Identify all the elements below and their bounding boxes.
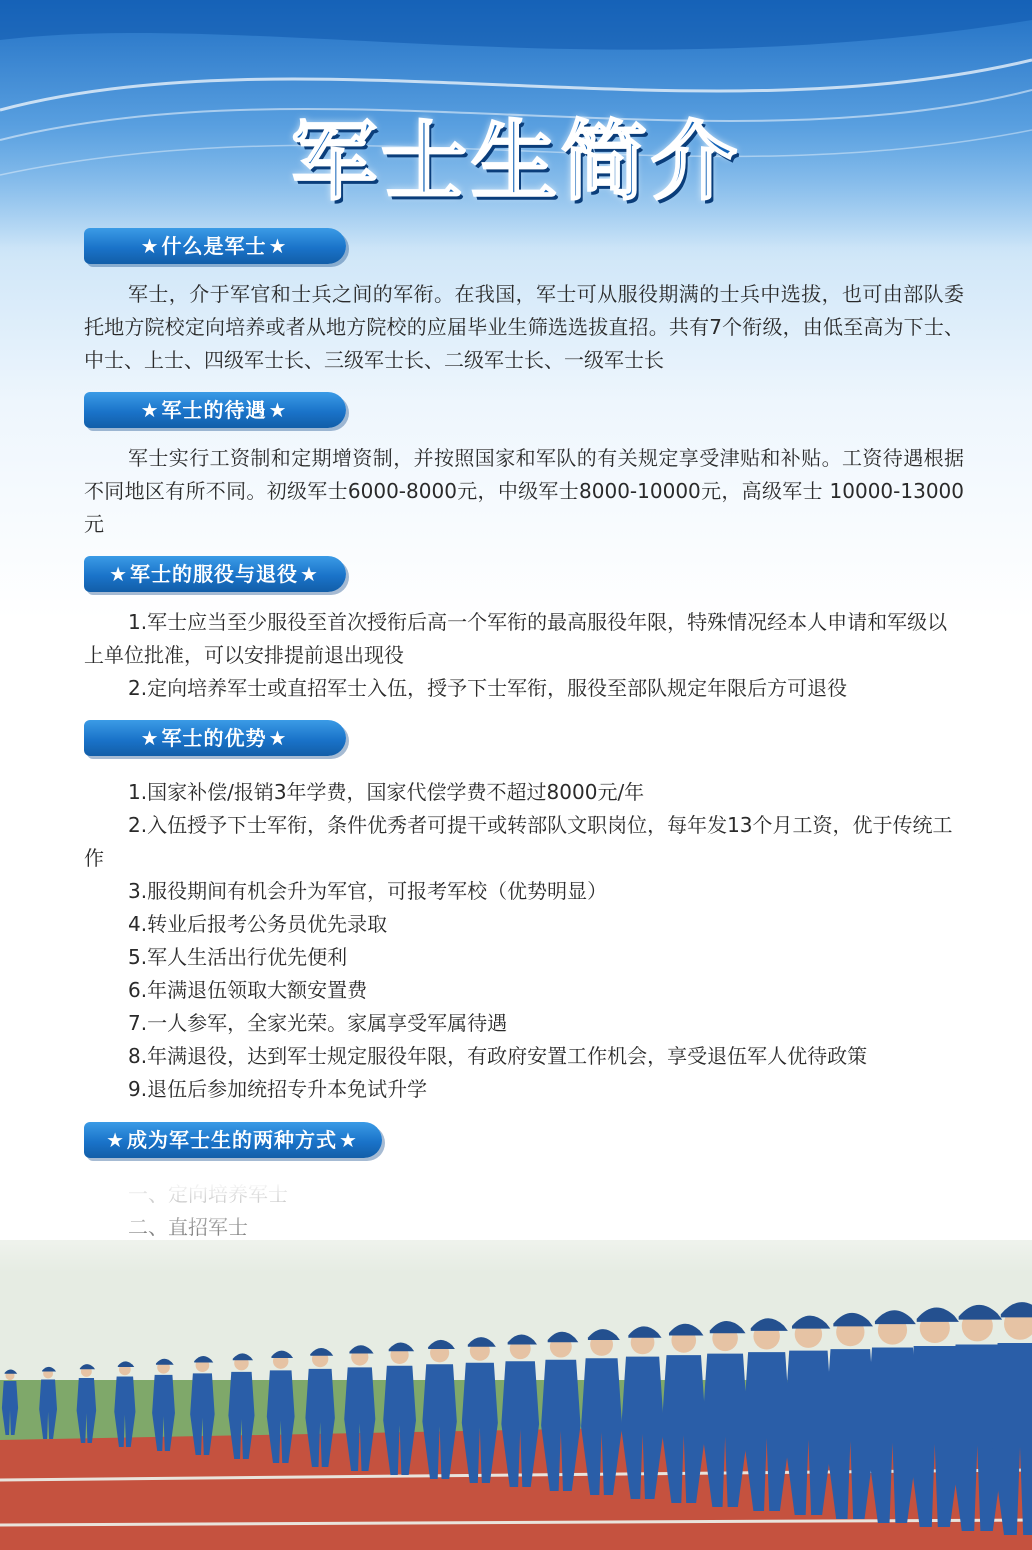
section-what-is <box>84 228 964 377</box>
star-icon: ★ <box>140 398 160 422</box>
star-icon: ★ <box>268 398 288 422</box>
section-service-retirement <box>84 556 964 705</box>
section-heading-badge: ★ 军士的优势 ★ <box>84 720 346 756</box>
section-paragraph: 军士，介于军官和士兵之间的军衔。在我国，军士可从服役期满的士兵中选拔，也可由部队委托地方院校定向培养或者从地方院校的应届毕业生筛选选拔直招。共有7个衔级，由低至高为下士、中士、上士、四级军士长、三级军士长、二级军士长、一级军士长 <box>84 282 964 372</box>
list-item: 4.转业后报考公务员优先录取 <box>128 912 388 936</box>
section-heading-badge: ★ 军士的待遇 ★ <box>84 392 346 428</box>
marching-soldiers-photo <box>0 1180 1032 1550</box>
star-icon: ★ <box>268 726 288 750</box>
page-title: 军士生简介 <box>291 111 741 212</box>
section-paragraph: 军士实行工资制和定期增资制，并按照国家和军队的有关规定享受津贴和补贴。工资待遇根据不同地区有所不同。初级军士6000-8000元，中级军士8000-10000元，高级军士 10000-13000元 <box>84 446 964 536</box>
list-item: 8.年满退役，达到军士规定服役年限，有政府安置工作机会，享受退伍军人优待政策 <box>128 1044 868 1068</box>
star-icon: ★ <box>268 234 288 258</box>
section-advantages <box>84 720 964 1106</box>
list-item: 9.退伍后参加统招专升本免试升学 <box>128 1077 428 1101</box>
star-icon: ★ <box>106 1128 125 1152</box>
list-item: 2.入伍授予下士军衔，条件优秀者可提干或转部队文职岗位，每年发13个月工资，优于传统工作 <box>84 813 953 870</box>
section-heading-badge: ★ 军士的服役与退役 ★ <box>84 556 346 592</box>
list-item: 2.定向培养军士或直招军士入伍，授予下士军衔，服役至部队规定年限后方可退役 <box>128 676 848 700</box>
star-icon: ★ <box>300 562 319 586</box>
list-item: 6.年满退伍领取大额安置费 <box>128 978 368 1002</box>
list-item: 3.服役期间有机会升为军官，可报考军校（优势明显） <box>128 879 608 903</box>
list-item: 7.一人参军，全家光荣。家属享受军属待遇 <box>128 1011 508 1035</box>
list-item: 5.军人生活出行优先便利 <box>128 945 348 969</box>
list-item: 1.军士应当至少服役至首次授衔后高一个军衔的最高服役年限，特殊情况经本人申请和军级以上单位批准，可以安排提前退出现役 <box>84 610 948 667</box>
star-icon: ★ <box>109 562 128 586</box>
service-list <box>84 606 964 705</box>
section-heading-badge: ★ 什么是军士 ★ <box>84 228 346 264</box>
advantages-list <box>84 776 964 1106</box>
star-icon: ★ <box>140 726 160 750</box>
section-benefits <box>84 392 964 541</box>
star-icon: ★ <box>140 234 160 258</box>
list-item: 1.国家补偿/报销3年学费，国家代偿学费不超过8000元/年 <box>128 780 645 804</box>
section-heading-badge: ★ 成为军士生的两种方式 ★ <box>84 1122 382 1158</box>
star-icon: ★ <box>339 1128 358 1152</box>
